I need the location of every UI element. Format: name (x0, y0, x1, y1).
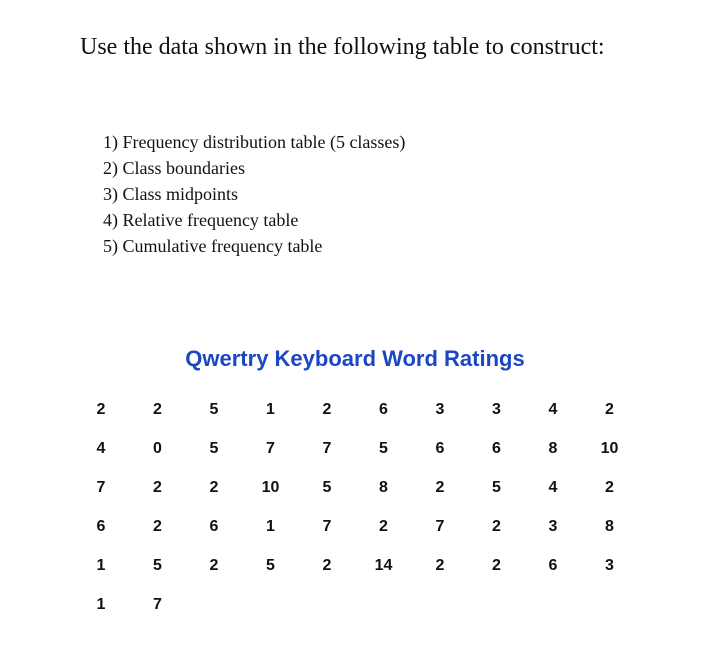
table-cell: 7 (322, 440, 332, 457)
table-cell: 0 (153, 440, 162, 457)
table-cell: 7 (266, 440, 275, 457)
task-list (103, 129, 405, 259)
table-cell: 6 (435, 440, 445, 457)
table-cell: 2 (379, 518, 388, 535)
table-cell: 2 (153, 401, 162, 418)
table-cell: 6 (492, 440, 501, 457)
table-cell: 2 (435, 479, 445, 496)
table-cell: 10 (600, 440, 619, 457)
task-item: 3) Class midpoints (103, 184, 239, 204)
table-cell: 2 (435, 557, 445, 574)
table-cell: 4 (548, 479, 558, 496)
table-cell: 2 (322, 557, 332, 574)
table-cell: 5 (492, 479, 501, 496)
table-cell: 1 (266, 401, 275, 418)
task-item: 5) Cumulative frequency table (103, 236, 323, 256)
table-cell: 6 (209, 518, 219, 535)
table-cell: 2 (605, 479, 614, 496)
table-cell: 2 (492, 557, 501, 574)
table-cell: 3 (435, 401, 445, 418)
table-cell: 8 (605, 518, 614, 535)
table-cell: 1 (266, 518, 275, 535)
table-cell: 2 (96, 401, 106, 418)
task-item: 2) Class boundaries (103, 158, 245, 178)
table-cell: 5 (209, 401, 219, 418)
task-item: 1) Frequency distribution table (5 classes) (103, 132, 406, 152)
table-cell: 4 (96, 440, 106, 457)
table-cell: 4 (548, 401, 558, 418)
table-cell: 14 (374, 557, 393, 574)
table-cell: 6 (379, 401, 388, 418)
table-cell: 8 (548, 440, 558, 457)
table-cell: 2 (209, 557, 219, 574)
table-cell: 2 (605, 401, 614, 418)
table-cell: 7 (322, 518, 332, 535)
task-item: 4) Relative frequency table (103, 210, 299, 230)
table-cell: 5 (322, 479, 332, 496)
table-cell: 6 (96, 518, 106, 535)
table-cell: 2 (322, 401, 332, 418)
table-cell: 7 (153, 596, 162, 613)
table-cell: 6 (548, 557, 558, 574)
table-cell: 3 (492, 401, 501, 418)
table-cell: 5 (153, 557, 162, 574)
table-cell: 5 (266, 557, 275, 574)
table-cell: 5 (209, 440, 219, 457)
table-cell: 2 (492, 518, 501, 535)
table-cell: 2 (153, 479, 162, 496)
table-cell: 2 (153, 518, 162, 535)
table-cell: 8 (379, 479, 388, 496)
table-cell: 3 (548, 518, 558, 535)
table-title: Qwertry Keyboard Word Ratings (185, 346, 525, 371)
table-cell: 1 (96, 596, 106, 613)
table-cell: 3 (605, 557, 614, 574)
table-cell: 2 (209, 479, 219, 496)
table-cell: 7 (96, 479, 106, 496)
table-cell: 5 (379, 440, 388, 457)
table-cell: 7 (435, 518, 445, 535)
table-cell: 1 (96, 557, 106, 574)
table-cell: 10 (261, 479, 280, 496)
instructions-intro: Use the data shown in the following table to construct: (80, 34, 605, 60)
